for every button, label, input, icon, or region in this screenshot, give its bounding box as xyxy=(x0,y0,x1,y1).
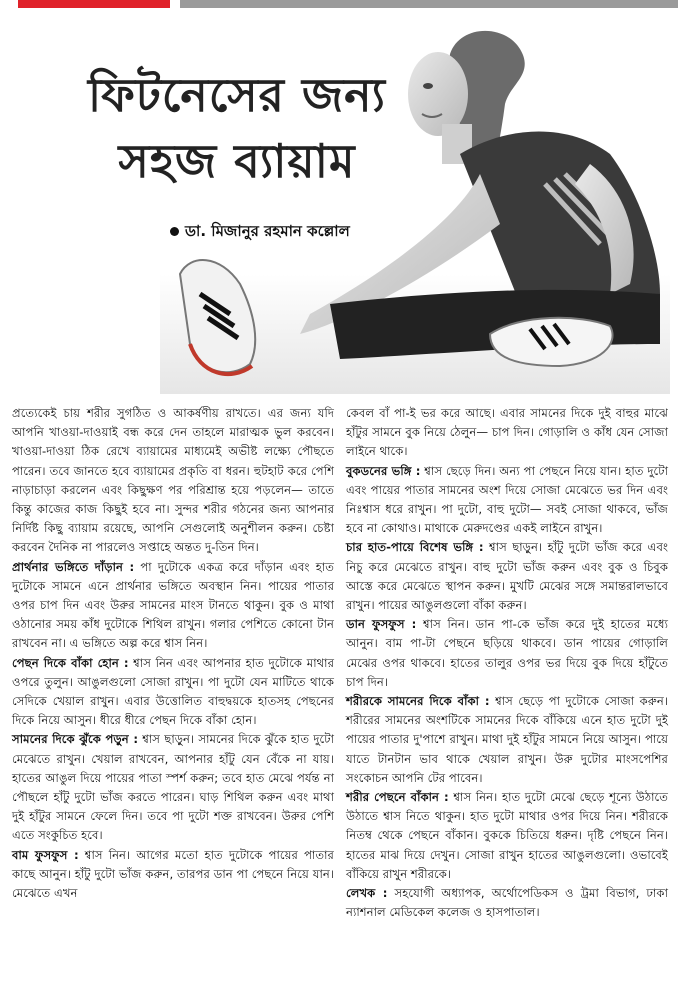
paragraph-text: পা দুটোকে একত্র করে দাঁড়ান এবং হাত দুটোকে সামনে এনে প্রার্থনার ভঙ্গিতে অবস্থান নিন। পায়ের পাতার ওপর চাপ দিন এবং উরুর সামনের মাংস টানতে থাকুন। বুক ও মাথা ওঠানোর সময় কাঁধ দুটোকে শিথিল রাখুন। গলার পেশিতে কোনো টান রাখবেন না। এ ভঙ্গিতে অল্প করে শ্বাস নিন। xyxy=(12,559,334,651)
paragraph-text: শ্বাস নিন এবং আপনার হাত দুটোকে মাথার ওপরে তুলুন। আঙুলগুলো সোজা রাখুন। পা দুটো যেন মাটিতে থাকে সেদিকে খেয়াল রাখুন। এবার উত্তোলিত বাহুদ্বয়কে হাতসহ পেছনের দিকে নিয়ে আসুন। ধীরে ধীরে পেছন দিকে বাঁকা হোন। xyxy=(12,655,334,728)
paragraph-heading: শরীর পেছনে বাঁকান : xyxy=(346,790,449,805)
title-line-1: ফিটনেসের জন্য xyxy=(88,68,386,122)
paragraph-heading: চার হাত-পায়ে বিশেষ ভঙ্গি : xyxy=(346,540,484,555)
paragraph-heading: ডান ফুসফুস : xyxy=(346,617,417,632)
paragraph-heading: লেখক : xyxy=(346,886,388,901)
paragraph xyxy=(346,615,668,692)
title-line-2: সহজ ব্যায়াম xyxy=(118,134,356,188)
paragraph xyxy=(12,730,334,845)
paragraph xyxy=(12,558,334,654)
paragraph-heading: শরীরকে সামনের দিকে বাঁকা : xyxy=(346,694,490,709)
bullet-icon xyxy=(170,227,179,236)
paragraph-text: শ্বাস ছেড়ে পা দুটোকে সোজা করুন। শরীরের সামনের অংশটিকে সামনের দিকে বাঁকিয়ে এনে হাত দুটো দুই পায়ের পাতার দু'পাশে রাখুন। মাথা দুই হাঁটুর সামনে নিয়ে আসুন। পায়ে যাতে টানটান ভাব থাকে খেয়াল রাখুন। উরু দুটোর মাংসপেশির সংকোচন আপনি টের পাবেন। xyxy=(346,694,668,785)
author-byline xyxy=(170,220,350,245)
paragraph-text: সহযোগী অধ্যাপক, অর্থোপেডিকস ও ট্রমা বিভাগ, ঢাকা ন্যাশনাল মেডিকেল কলেজ ও হাসপাতাল। xyxy=(346,886,668,920)
paragraph-text: শ্বাস নিন। ডান পা-কে ভাঁজ করে দুই হাতের মধ্যে আনুন। বাম পা-টা পেছনে ছড়িয়ে থাকবে। ডান পায়ের গোড়ালি মেঝের ওপর থাকবে। হাতের তালুর ওপর ভর দিয়ে বুক দিয়ে হাঁটুতে চাপ দিন। xyxy=(346,617,668,689)
paragraph xyxy=(346,404,668,462)
paragraph-text: শ্বাস নিন। হাত দুটো মেঝে ছেড়ে শূন্যে উঠাতে উঠাতে শ্বাস নিতে থাকুন। হাত দুটো মাথার ওপর দিয়ে নিন। শরীরকে নিতম্ব থেকে পেছনে বাঁকান। বুককে চিতিয়ে ধরুন। দৃষ্টি পেছনে নিন। হাতের মাঝ দিয়ে দেখুন। সোজা রাখুন হাতের আঙুলগুলো। ওভাবেই বাঁকিয়ে রাখুন শরীরকে। xyxy=(346,790,668,881)
paragraph xyxy=(346,462,668,539)
article-title xyxy=(62,62,412,194)
paragraph xyxy=(346,788,668,884)
right-column xyxy=(346,404,668,922)
header-accent-red xyxy=(18,0,170,8)
paragraph xyxy=(12,404,334,558)
paragraph-heading: বাম ফুসফুস : xyxy=(12,847,79,862)
paragraph xyxy=(12,654,334,731)
header-accent-gray xyxy=(180,0,678,8)
paragraph xyxy=(12,846,334,904)
paragraph-text: প্রত্যেকেই চায় শরীর সুগঠিত ও আকর্ষণীয় রাখতে। এর জন্য যদি আপনি খাওয়া-দাওয়াই বন্ধ করে দেন তাহলে মারাত্মক ভুল করবেন। খাওয়া-দাওয়া ঠিক রেখে ব্যায়ামের মাধ্যমেই অভীষ্ট লক্ষ্যে পৌছতে পারেন। তবে জানতে হবে ব্যায়ামের প্রকৃতি বা ধরন। হুটহাট করে পেশি নাড়াচাড়া করলেন এবং কিছুক্ষণ পর পরিশ্রান্ত হয়ে পড়লেন— তাতে কিন্তু কাজের কাজ কিছুই হবে না। সুন্দর শরীর গঠনের জন্য আপনার নির্দিষ্ট কিছু ব্যায়াম রয়েছে, আপনি সেগুলোই অনুশীলন করুন। চেষ্টা করবেন দৈনিক না পারলেও সপ্তাহে অন্তত দু-তিন দিন। xyxy=(12,406,334,555)
hero-banner xyxy=(0,14,678,394)
paragraph xyxy=(346,692,668,788)
paragraph-text: শ্বাস ছেড়ে দিন। অন্য পা পেছনে নিয়ে যান। হাত দুটো এবং পায়ের পাতার সামনের অংশ দিয়ে সোজা মেঝেতে ভর দিন এবং নিঃশ্বাস ধরে রাখুন। পা দুটো, বাহু দুটো— সবই সোজা থাকবে, ভাঁজ হবে না কোথাও। মাথাকে মেরুদণ্ডের একই লাইনে রাখুন। xyxy=(346,463,668,536)
paragraph-heading: বুকডনের ভঙ্গি : xyxy=(346,463,421,478)
paragraph-heading: সামনের দিকে ঝুঁকে পড়ুন : xyxy=(12,732,139,747)
paragraph-text: শ্বাস ছাড়ুন। সামনের দিকে ঝুঁকে হাত দুটো মেঝেতে রাখুন। খেয়াল রাখবেন, আপনার হাঁটু যেন বেঁকে না যায়। হাতের আঙুল দিয়ে পায়ের পাতা স্পর্শ করুন; তবে হাত মেঝে পর্যন্ত না পৌছলে হাঁটু দুটো ভাঁজ করতে পারেন। ঘাড় শিথিল করুন এবং মাথা দুই হাঁটুর সামনে ফেলে দিন। তবে পা দুটো শক্ত রাখবেন। উরুর পেশি এতে সংকুচিত হবে। xyxy=(12,732,334,843)
paragraph-text: শ্বাস ছাড়ুন। হাঁটু দুটো ভাঁজ করে এবং নিচু করে মেঝেতে রাখুন। বাহু দুটো ভাঁজ করুন এবং বুক ও চিবুক আস্তে করে মেঝেতে স্থাপন করুন। মুখটি মেঝের সঙ্গে সমান্তরালভাবে রাখুন। পায়ের আঙুলগুলো বাঁকা করুন। xyxy=(346,540,668,613)
paragraph xyxy=(346,538,668,615)
author-name: ডা. মিজানুর রহমান কল্লোল xyxy=(185,222,350,240)
paragraph xyxy=(346,884,668,922)
left-column xyxy=(12,404,334,903)
paragraph-text: কেবল বাঁ পা-ই ভর করে আছে। এবার সামনের দিকে দুই বাহুর মাঝে হাঁটুর সামনে বুক নিয়ে ঠেলুন— চাপ দিন। গোড়ালি ও কাঁধ যেন সোজা লাইনে থাকে। xyxy=(346,406,668,459)
paragraph-heading: প্রার্থনার ভঙ্গিতে দাঁড়ান : xyxy=(12,559,135,574)
paragraph-text: শ্বাস নিন। আগের মতো হাত দুটোকে পায়ের পাতার কাছে আনুন। হাঁটু দুটো ভাঁজ করুন, তারপর ডান পা পেছনে নিয়ে যান। মেঝেতে এখন xyxy=(12,847,334,901)
paragraph-heading: পেছন দিকে বাঁকা হোন : xyxy=(12,655,129,670)
